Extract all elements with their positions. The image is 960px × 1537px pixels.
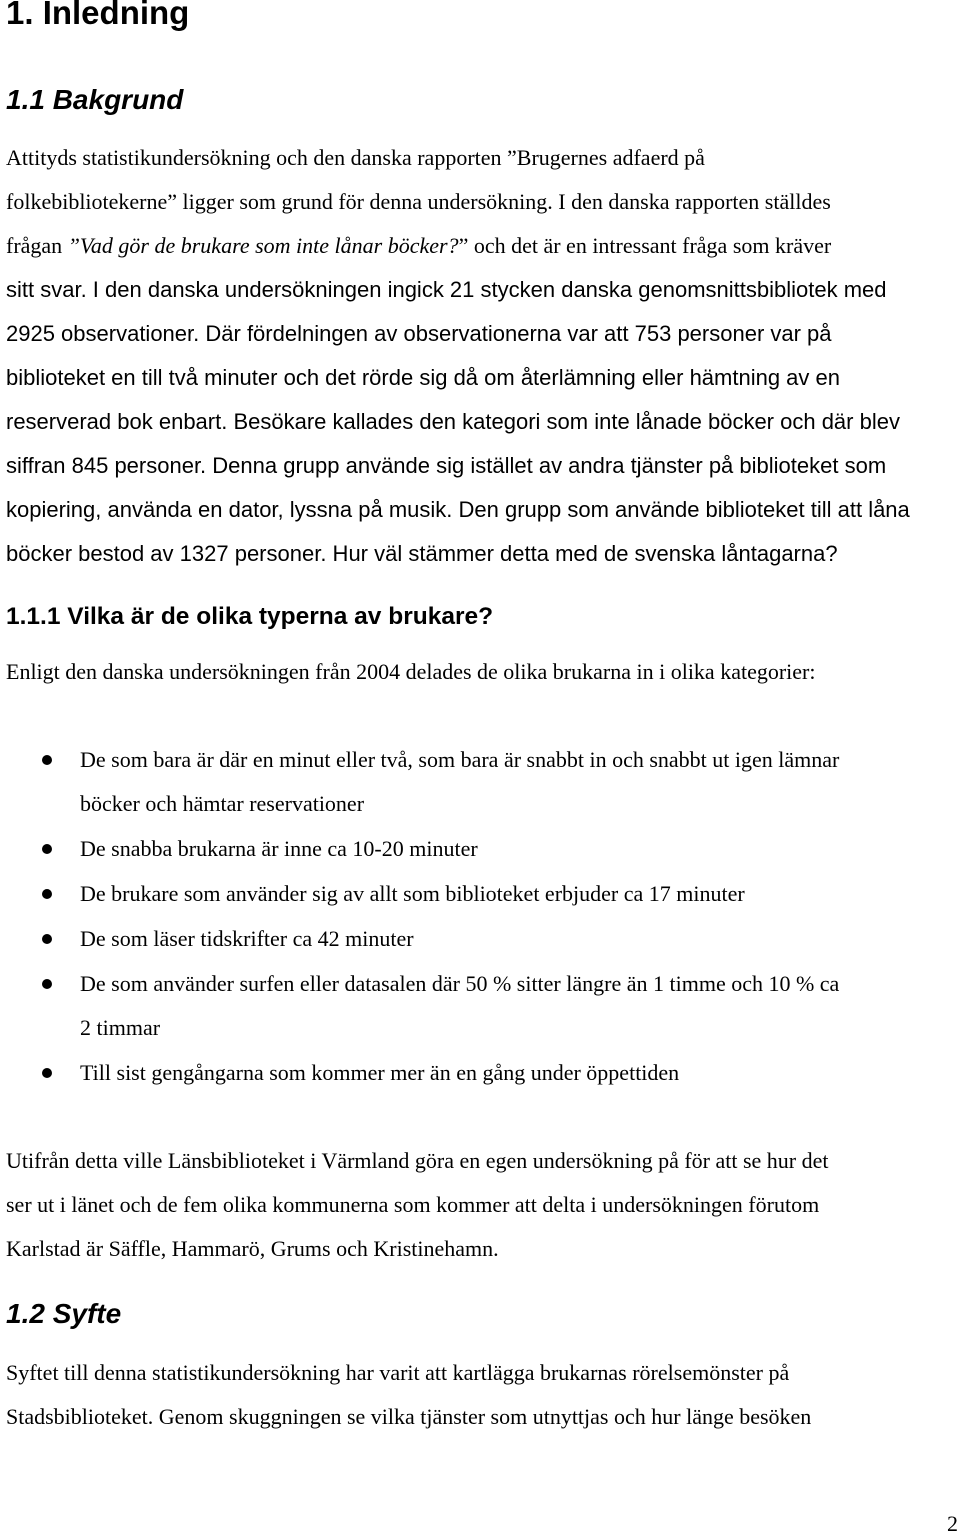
text-line: De som läser tidskrifter ca 42 minuter <box>80 926 414 951</box>
paragraph-bakgrund <box>6 136 956 576</box>
text-line <box>6 136 956 180</box>
text-line <box>6 444 956 488</box>
text-line: De som använder surfen eller datasalen där 50 % sitter längre än 1 timme och 10 % ca <box>80 971 840 996</box>
subsection-heading-typer: 1.1.1 Vilka är de olika typerna av brukare? <box>6 603 494 630</box>
text-line: ser ut i länet och de fem olika kommunerna som kommer att delta i undersökningen förutom <box>6 1192 820 1217</box>
bullet-icon <box>42 1068 52 1078</box>
bullet-icon <box>42 934 52 944</box>
text-span: ”Vad gör de brukare som inte lånar böcker? <box>67 233 459 258</box>
text-span: folkebibliotekerne” ligger som grund för denna undersökning. I den danska rapporten ställdes <box>6 189 831 214</box>
text-line: Karlstad är Säffle, Hammarö, Grums och Kristinehamn. <box>6 1236 499 1261</box>
list-item <box>6 827 956 871</box>
list-item <box>6 962 956 1050</box>
page-number: 2 <box>947 1511 958 1536</box>
paragraph-syfte <box>6 1351 956 1439</box>
text-span: Besökare kallades den kategori som inte lånade böcker och där blev <box>227 409 900 434</box>
text-line: Syftet till denna statistikundersökning har varit att kartlägga brukarnas rörelsemönster på <box>6 1360 790 1385</box>
text-span: Där fördelningen av observationerna var att 753 personer var på <box>199 321 832 346</box>
list-item <box>6 738 956 826</box>
text-line <box>6 312 956 356</box>
paragraph-utifran <box>6 1139 956 1271</box>
text-span: Denna grupp använde sig istället av andra tjänster på biblioteket som <box>206 453 887 478</box>
text-line <box>6 488 956 532</box>
text-line: Stadsbiblioteket. Genom skuggningen se vilka tjänster som utnyttjas och hur länge besöken <box>6 1404 812 1429</box>
list-item <box>6 917 956 961</box>
bullet-icon <box>42 889 52 899</box>
text-span: 2925 observationer. <box>6 321 200 346</box>
text-span: ” och det är en intressant fråga som kräver <box>458 233 832 258</box>
chapter-heading: 1. Inledning <box>6 0 190 31</box>
bullet-icon <box>42 979 52 989</box>
section-heading-bakgrund: 1.1 Bakgrund <box>6 84 184 115</box>
paragraph-typer-intro <box>6 650 956 694</box>
text-line <box>6 532 956 576</box>
text-span: kopiering, använda en dator, lyssna på musik. <box>6 497 453 522</box>
text-line: De snabba brukarna är inne ca 10-20 minuter <box>80 836 478 861</box>
bullet-icon <box>42 844 52 854</box>
bullet-icon <box>42 755 52 765</box>
text-line: De brukare som använder sig av allt som biblioteket erbjuder ca 17 minuter <box>80 881 745 906</box>
text-line: Till sist gengångarna som kommer mer än en gång under öppettiden <box>80 1060 680 1085</box>
text-span: reserverad bok enbart. <box>6 409 228 434</box>
text-line: De som bara är där en minut eller två, som bara är snabbt in och snabbt ut igen lämnar <box>80 747 840 772</box>
text-line: Enligt den danska undersökningen från 2004 delades de olika brukarna in i olika kategorier: <box>6 659 816 684</box>
text-span: sitt svar. <box>6 277 87 302</box>
text-line: Utifrån detta ville Länsbiblioteket i Värmland göra en egen undersökning på för att se hur det <box>6 1148 829 1173</box>
list-item <box>6 1051 956 1095</box>
text-line <box>6 224 956 268</box>
text-line <box>6 268 956 312</box>
text-span: Den grupp som använde biblioteket till att låna <box>452 497 910 522</box>
text-line: böcker och hämtar reservationer <box>80 791 365 816</box>
text-span: biblioteket en till två minuter och det rörde sig då om återlämning eller hämtning av en <box>6 365 841 390</box>
text-span: böcker bestod av 1327 personer. Hur väl stämmer detta med de svenska låntagarna? <box>6 541 838 566</box>
text-line: 2 timmar <box>80 1015 161 1040</box>
list-item <box>6 872 956 916</box>
text-line <box>6 180 956 224</box>
text-span: frågan <box>6 233 68 258</box>
text-span: siffran 845 personer. <box>6 453 207 478</box>
text-span: Attityds statistikundersökning och den danska rapporten ”Brugernes adfaerd på <box>6 145 705 170</box>
text-line <box>6 400 956 444</box>
text-span: I den danska undersökningen ingick 21 stycken danska genomsnittsbibliotek med <box>86 277 887 302</box>
section-heading-syfte: 1.2 Syfte <box>6 1298 122 1329</box>
text-line <box>6 356 956 400</box>
brukar-category-list <box>6 738 956 1096</box>
